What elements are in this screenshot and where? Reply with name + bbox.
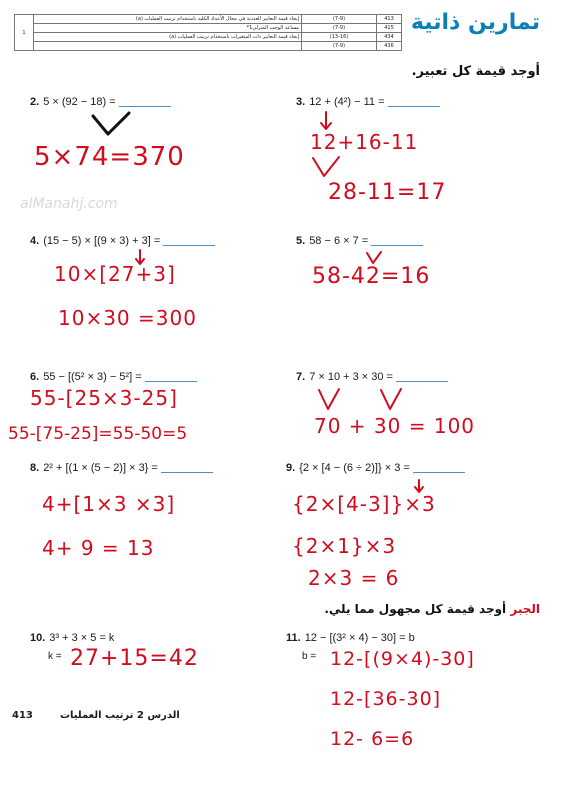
answer-blank bbox=[161, 464, 213, 473]
answer-blank bbox=[163, 237, 215, 246]
exercise-number: 10. bbox=[30, 632, 46, 644]
exercise-number: 6. bbox=[30, 371, 40, 383]
handwritten-answer: 5×74=370 bbox=[34, 142, 185, 172]
exercise-9 bbox=[286, 462, 465, 474]
handwritten-answer: 2×3 = 6 bbox=[308, 566, 400, 590]
exercise-number: 3. bbox=[296, 96, 306, 108]
table-row bbox=[15, 33, 402, 42]
checkmark-icon bbox=[90, 110, 132, 138]
handwritten-answer: 55-[75-25]=55-50=5 bbox=[8, 424, 188, 444]
table-cell-code: (7-9) bbox=[302, 24, 377, 33]
exercise-number: 11. bbox=[286, 632, 301, 644]
exercise-8 bbox=[30, 462, 213, 474]
exercise-11 bbox=[286, 632, 415, 644]
handwritten-answer: 10×30 =300 bbox=[58, 306, 197, 330]
exercise-expression: 7 × 10 + 3 × 30 = bbox=[309, 371, 393, 383]
exercise-number: 5. bbox=[296, 235, 306, 247]
handwritten-step: 12+16-11 bbox=[310, 130, 419, 154]
algebra-tag: الجبر bbox=[510, 602, 540, 616]
table-cell-num: 434 bbox=[377, 33, 402, 42]
exercise-expression: 5 × (92 − 18) = bbox=[43, 96, 116, 108]
table-cell-num: 413 bbox=[377, 15, 402, 24]
table-cell-code: (7-9) bbox=[302, 42, 377, 51]
algebra-instruction: أوجد قيمة كل مجهول مما يلي. bbox=[324, 602, 507, 616]
handwritten-step: {2×1}×3 bbox=[292, 534, 397, 558]
handwritten-step: 12-[36-30] bbox=[330, 688, 442, 710]
variable-label: k = bbox=[48, 651, 62, 662]
handwritten-answer: 12- 6=6 bbox=[330, 728, 415, 750]
exercise-2 bbox=[30, 96, 171, 108]
down-arrow-icon bbox=[316, 110, 336, 132]
section-instruction: أوجد قيمة كل تعبير. bbox=[411, 64, 540, 79]
page-number: 413 bbox=[12, 710, 33, 721]
algebra-heading bbox=[324, 602, 540, 616]
exercise-expression: 58 − 6 × 7 = bbox=[309, 235, 369, 247]
table-row bbox=[15, 42, 402, 51]
exercise-number: 9. bbox=[286, 462, 296, 474]
watermark-text: alManahj.com bbox=[20, 196, 118, 212]
exercise-expression: 2² + [(1 × (5 − 2)] × 3} = bbox=[43, 462, 158, 474]
exercise-number: 2. bbox=[30, 96, 40, 108]
exercise-expression: (15 − 5) × [(9 × 3) + 3] = bbox=[43, 235, 161, 247]
handwritten-answer: 70 + 30 = 100 bbox=[314, 414, 476, 438]
variable-label: b = bbox=[302, 651, 317, 662]
checkmark-icon bbox=[310, 154, 342, 180]
exercise-number: 8. bbox=[30, 462, 40, 474]
table-index: 1 bbox=[15, 15, 34, 51]
handwritten-answer: 28-11=17 bbox=[328, 180, 447, 205]
table-cell-num: 436 bbox=[377, 42, 402, 51]
table-cell-title: مساعد الوجب المنزلي1* bbox=[34, 24, 302, 33]
answer-blank bbox=[413, 464, 465, 473]
handwritten-step: 10×[27+3] bbox=[54, 262, 176, 286]
exercise-expression: 3³ + 3 × 5 = k bbox=[49, 632, 115, 644]
exercise-expression: 12 − [(3² × 4) − 30] = b bbox=[304, 632, 415, 644]
exercise-expression: 55 − [(5² × 3) − 5²] = bbox=[43, 371, 142, 383]
checkmark-icon bbox=[378, 386, 404, 412]
exercise-expression: {2 × [4 − (6 ÷ 2)]} × 3 = bbox=[299, 462, 410, 474]
answer-blank bbox=[145, 373, 197, 382]
exercise-expression: 12 + (4²) − 11 = bbox=[309, 96, 385, 108]
answer-blank bbox=[396, 373, 448, 382]
lesson-label: الدرس 2 ترتيب العمليات bbox=[60, 710, 180, 721]
handwritten-answer: 27+15=42 bbox=[70, 646, 199, 671]
exercise-7 bbox=[296, 371, 448, 383]
exercise-number: 7. bbox=[296, 371, 306, 383]
handwritten-step: {2×[4-3]}×3 bbox=[292, 492, 436, 516]
exercise-5 bbox=[296, 235, 423, 247]
handwritten-answer: 4+ 9 = 13 bbox=[42, 536, 155, 560]
answer-blank bbox=[371, 237, 423, 246]
handwritten-answer: 58-42=16 bbox=[312, 264, 431, 289]
reference-table bbox=[14, 14, 402, 51]
table-cell-num: 415 bbox=[377, 24, 402, 33]
table-row bbox=[15, 24, 402, 33]
table-cell-code: (13-16) bbox=[302, 33, 377, 42]
answer-blank bbox=[119, 98, 171, 107]
checkmark-icon bbox=[316, 386, 342, 412]
handwritten-step: 4+[1×3 ×3] bbox=[42, 492, 176, 516]
table-cell-code: (7-9) bbox=[302, 15, 377, 24]
exercise-3 bbox=[296, 96, 440, 108]
exercise-10 bbox=[30, 632, 114, 644]
table-cell-title: إيجاد قيمة التعابير ذات المتغيرات باستخدام ترتيب العمليات (a) bbox=[34, 33, 302, 42]
handwritten-step: 55-[25×3-25] bbox=[30, 386, 178, 410]
exercise-number: 4. bbox=[30, 235, 40, 247]
exercise-6 bbox=[30, 371, 197, 383]
exercise-4 bbox=[30, 235, 215, 247]
answer-blank bbox=[388, 98, 440, 107]
handwritten-step: 12-[(9×4)-30] bbox=[330, 648, 475, 670]
table-cell-title bbox=[34, 42, 302, 51]
page-title: تمارين ذاتية bbox=[410, 10, 540, 35]
table-cell-title: إيجاد قيمة التعابير العددية في مجال الأعداد الكلية باستخدام ترتيب العمليات (a) bbox=[34, 15, 302, 24]
table-row bbox=[15, 15, 402, 24]
